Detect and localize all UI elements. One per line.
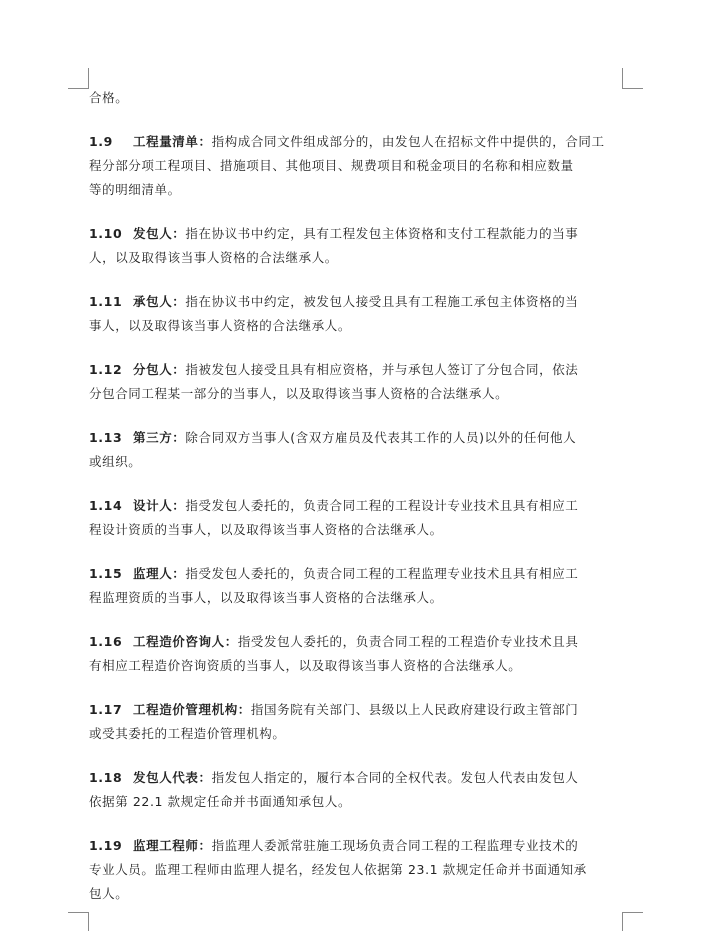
- clause-continuation-line: 有相应工程造价咨询资质的当事人，以及取得该当事人资格的合法继承人。: [89, 658, 522, 673]
- clause: [89, 426, 627, 474]
- clause-text: 指被发包人接受且具有相应资格，并与承包人签订了分包合同，依法: [185, 362, 579, 377]
- clause-first-line: [89, 766, 627, 790]
- document-body: [89, 86, 627, 926]
- clause-number: 1.16: [89, 634, 123, 649]
- clause-continuation-line: 程分部分项工程项目、措施项目、其他项目、规费项目和税金项目的名称和相应数量: [89, 158, 574, 173]
- clause-first-line: [89, 630, 627, 654]
- clause-number: 1.12: [89, 362, 123, 377]
- clause-first-line: [89, 222, 627, 246]
- clause-text: 指监理人委派常驻施工现场负责合同工程的工程监理专业技术的: [211, 838, 579, 853]
- clause-number: 1.14: [89, 498, 123, 513]
- clause-continuation-line: 包人。: [89, 886, 129, 901]
- clause-term: 发包人：: [133, 226, 186, 241]
- clause-term: 分包人：: [133, 362, 186, 377]
- clause: [89, 130, 627, 202]
- clause-text: 除合同双方当事人(含双方雇员及代表其工作的人员)以外的任何他人: [185, 430, 577, 445]
- clause: [89, 698, 627, 746]
- clause-continuation-line: 分包合同工程某一部分的当事人，以及取得该当事人资格的合法继承人。: [89, 386, 509, 401]
- clause-continuation-line: 或组织。: [89, 454, 142, 469]
- clause-continuation-line: 程设计资质的当事人，以及取得该当事人资格的合法继承人。: [89, 522, 443, 537]
- clause: [89, 222, 627, 270]
- clause: [89, 562, 627, 610]
- clause-number: 1.13: [89, 430, 123, 445]
- clause-text: 指受发包人委托的，负责合同工程的工程设计专业技术且具有相应工: [185, 498, 579, 513]
- clause-term: 设计人：: [133, 498, 186, 513]
- clause: [89, 630, 627, 678]
- clause-first-line: [89, 698, 627, 722]
- clause-text: 指构成合同文件组成部分的，由发包人在招标文件中提供的，合同工: [211, 134, 605, 149]
- clause: [89, 358, 627, 406]
- clause-text: 指在协议书中约定，被发包人接受且具有工程施工承包主体资格的当: [185, 294, 579, 309]
- clause: [89, 834, 627, 906]
- clause-number: 1.18: [89, 770, 123, 785]
- clause-first-line: [89, 130, 627, 154]
- clause-term: 监理工程师：: [133, 838, 212, 853]
- clause-continuation-line: 事人，以及取得该当事人资格的合法继承人。: [89, 318, 352, 333]
- clause-list: [89, 130, 627, 906]
- clause-first-line: [89, 834, 627, 858]
- clause-first-line: [89, 358, 627, 382]
- clause: [89, 494, 627, 542]
- clause-continuation-line: 等的明细清单。: [89, 182, 181, 197]
- clause-term: 发包人代表：: [133, 770, 212, 785]
- clause: [89, 766, 627, 814]
- clause-number: 1.10: [89, 226, 123, 241]
- crop-mark-top-left: [68, 68, 89, 89]
- clause-number: 1.9: [89, 134, 113, 149]
- clause-text: 指受发包人委托的，负责合同工程的工程监理专业技术且具有相应工: [185, 566, 579, 581]
- continuation-line: 合格。: [89, 90, 129, 105]
- clause: [89, 290, 627, 338]
- clause-term: 监理人：: [133, 566, 186, 581]
- clause-text: 指在协议书中约定，具有工程发包主体资格和支付工程款能力的当事: [185, 226, 579, 241]
- crop-mark-bottom-left: [68, 912, 89, 931]
- clause-continuation-line: 程监理资质的当事人，以及取得该当事人资格的合法继承人。: [89, 590, 443, 605]
- clause-continuation-line: 依据第 22.1 款规定任命并书面通知承包人。: [89, 794, 352, 809]
- clause-continuation-line: 专业人员。监理工程师由监理人提名，经发包人依据第 23.1 款规定任命并书面通知承: [89, 862, 587, 877]
- clause-number: 1.11: [89, 294, 123, 309]
- clause-term: 第三方：: [133, 430, 186, 445]
- clause-text: 指国务院有关部门、县级以上人民政府建设行政主管部门: [250, 702, 579, 717]
- clause-term: 工程造价管理机构：: [133, 702, 251, 717]
- clause-text: 指受发包人委托的，负责合同工程的工程造价专业技术且具: [237, 634, 579, 649]
- clause-first-line: [89, 562, 627, 586]
- clause-text: 指发包人指定的，履行本合同的全权代表。发包人代表由发包人: [211, 770, 579, 785]
- clause-continuation-line: 或受其委托的工程造价管理机构。: [89, 726, 286, 741]
- clause-first-line: [89, 494, 627, 518]
- clause-continuation-line: 人，以及取得该当事人资格的合法继承人。: [89, 250, 338, 265]
- clause-term: 工程造价咨询人：: [133, 634, 238, 649]
- clause-first-line: [89, 290, 627, 314]
- clause-number: 1.15: [89, 566, 123, 581]
- clause-first-line: [89, 426, 627, 450]
- clause-term: 承包人：: [133, 294, 186, 309]
- clause-number: 1.19: [89, 838, 123, 853]
- clause-number: 1.17: [89, 702, 123, 717]
- clause-term: 工程量清单：: [133, 134, 212, 149]
